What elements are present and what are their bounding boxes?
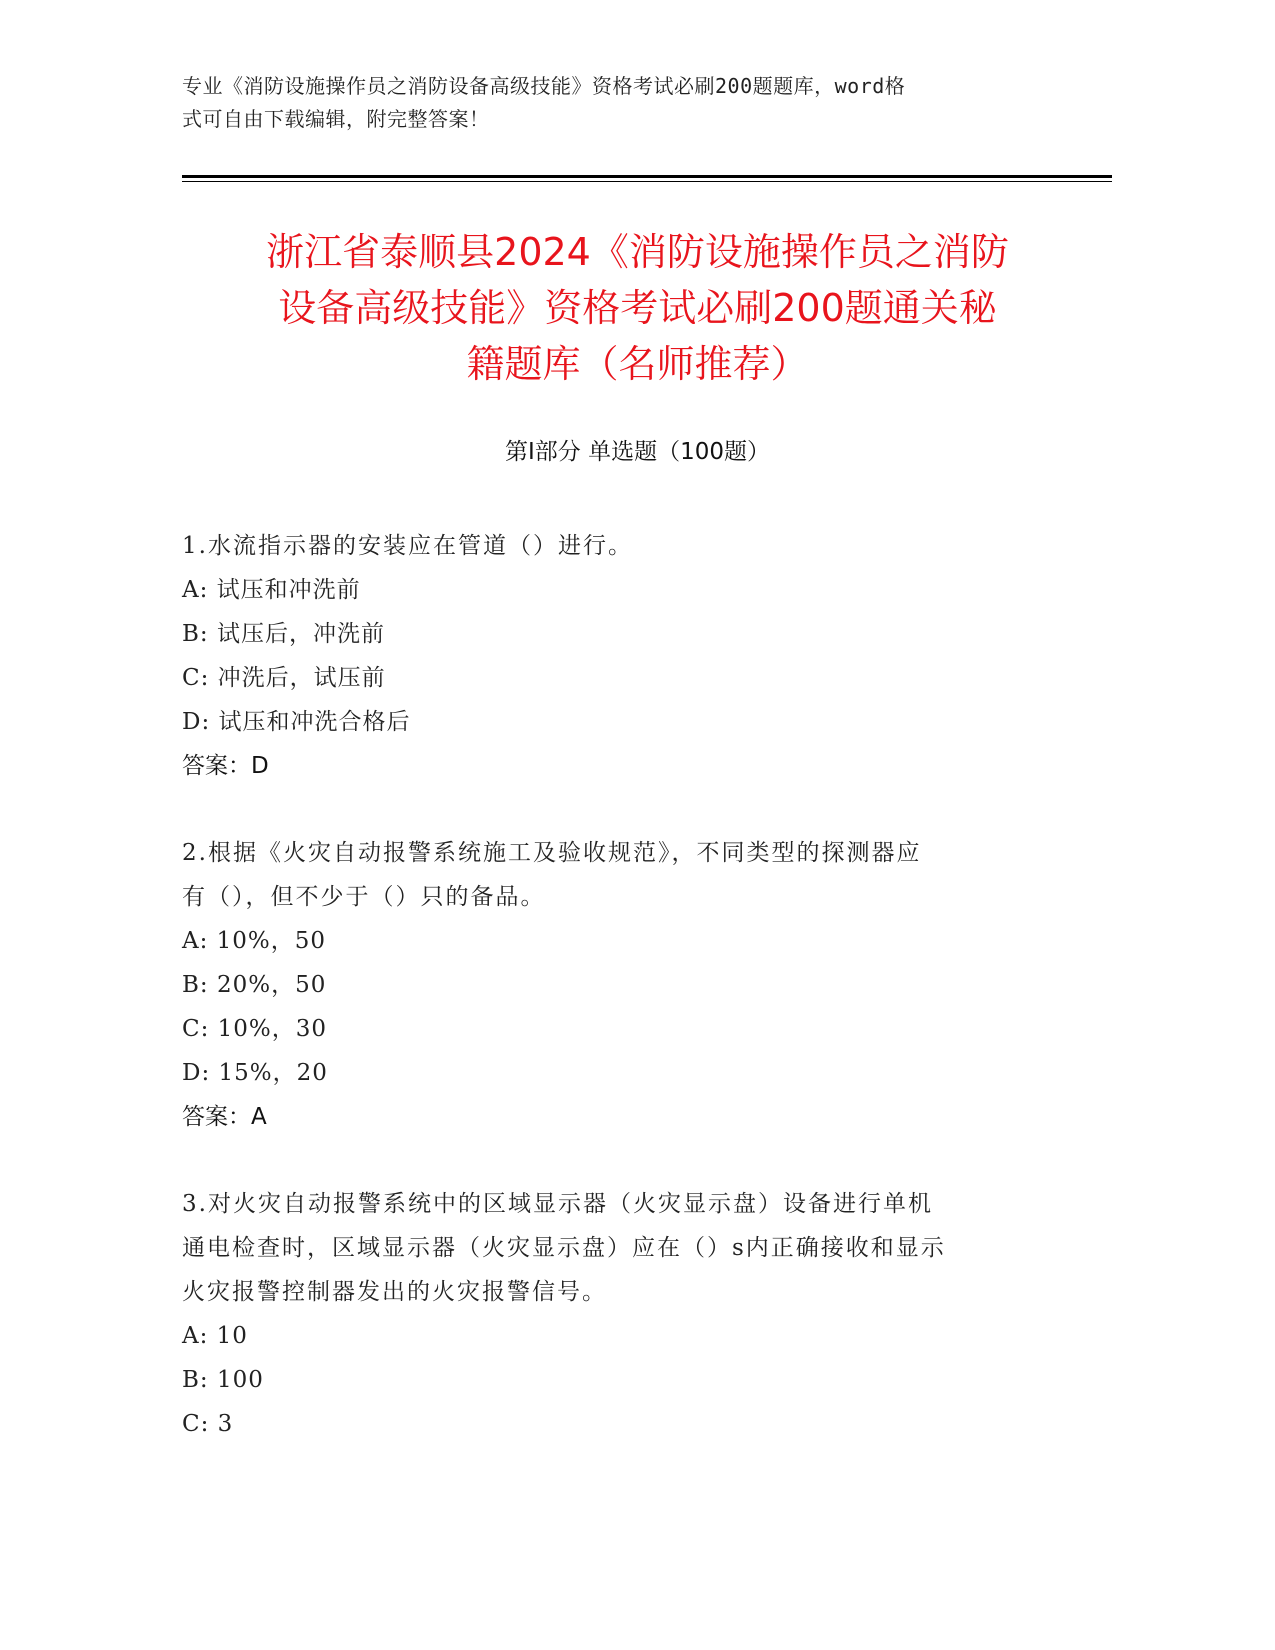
question-1-answer: 答案：D — [182, 753, 269, 779]
question-3-stem-line-2: 通电检查时，区域显示器（火灾显示盘）应在（）s内正确接收和显示 — [182, 1235, 946, 1261]
question-2-option-d: D: 15%，20 — [182, 1060, 328, 1086]
question-3-stem-line-1: 3.对火灾自动报警系统中的区域显示器（火灾显示盘）设备进行单机 — [182, 1191, 933, 1217]
question-2-stem-line-2: 有（），但不少于（）只的备品。 — [182, 884, 546, 910]
question-1-option-c: C: 冲洗后，试压前 — [182, 665, 386, 691]
question-1-stem-line-1: 1.水流指示器的安装应在管道（）进行。 — [182, 533, 633, 559]
section-heading: 第Ⅰ部分 单选题（100题） — [505, 439, 770, 465]
question-2-answer: 答案：A — [182, 1104, 267, 1130]
question-2 — [182, 831, 1082, 1139]
header-divider-thin — [182, 181, 1112, 182]
header-divider-thick — [182, 175, 1112, 178]
question-2-option-a: A: 10%，50 — [182, 928, 327, 954]
document-title — [150, 224, 1125, 392]
title-line-2: 设备高级技能》资格考试必刷200题通关秘 — [278, 286, 997, 330]
question-3-option-b: B: 100 — [182, 1367, 264, 1393]
question-list — [182, 524, 1082, 1489]
question-1-option-a: A: 试压和冲洗前 — [182, 577, 361, 603]
header-note-line-1: 专业《消防设施操作员之消防设备高级技能》资格考试必刷200题题库，word格 — [182, 74, 906, 98]
question-2-option-b: B: 20%，50 — [182, 972, 327, 998]
question-3-option-c: C: 3 — [182, 1411, 234, 1437]
question-2-option-c: C: 10%，30 — [182, 1016, 328, 1042]
header-note — [182, 70, 1062, 136]
title-line-3: 籍题库（名师推荐） — [466, 342, 809, 386]
question-1-option-d: D: 试压和冲洗合格后 — [182, 709, 411, 735]
question-2-stem-line-1: 2.根据《火灾自动报警系统施工及验收规范》，不同类型的探测器应 — [182, 840, 922, 866]
header-note-line-2: 式可自由下载编辑，附完整答案！ — [182, 107, 490, 131]
question-3 — [182, 1182, 1082, 1446]
question-1 — [182, 524, 1082, 788]
question-1-option-b: B: 试压后，冲洗前 — [182, 621, 385, 647]
question-3-option-a: A: 10 — [182, 1323, 248, 1349]
title-line-1: 浙江省泰顺县2024《消防设施操作员之消防 — [266, 230, 1009, 274]
question-3-stem-line-3: 火灾报警控制器发出的火灾报警信号。 — [182, 1279, 607, 1305]
